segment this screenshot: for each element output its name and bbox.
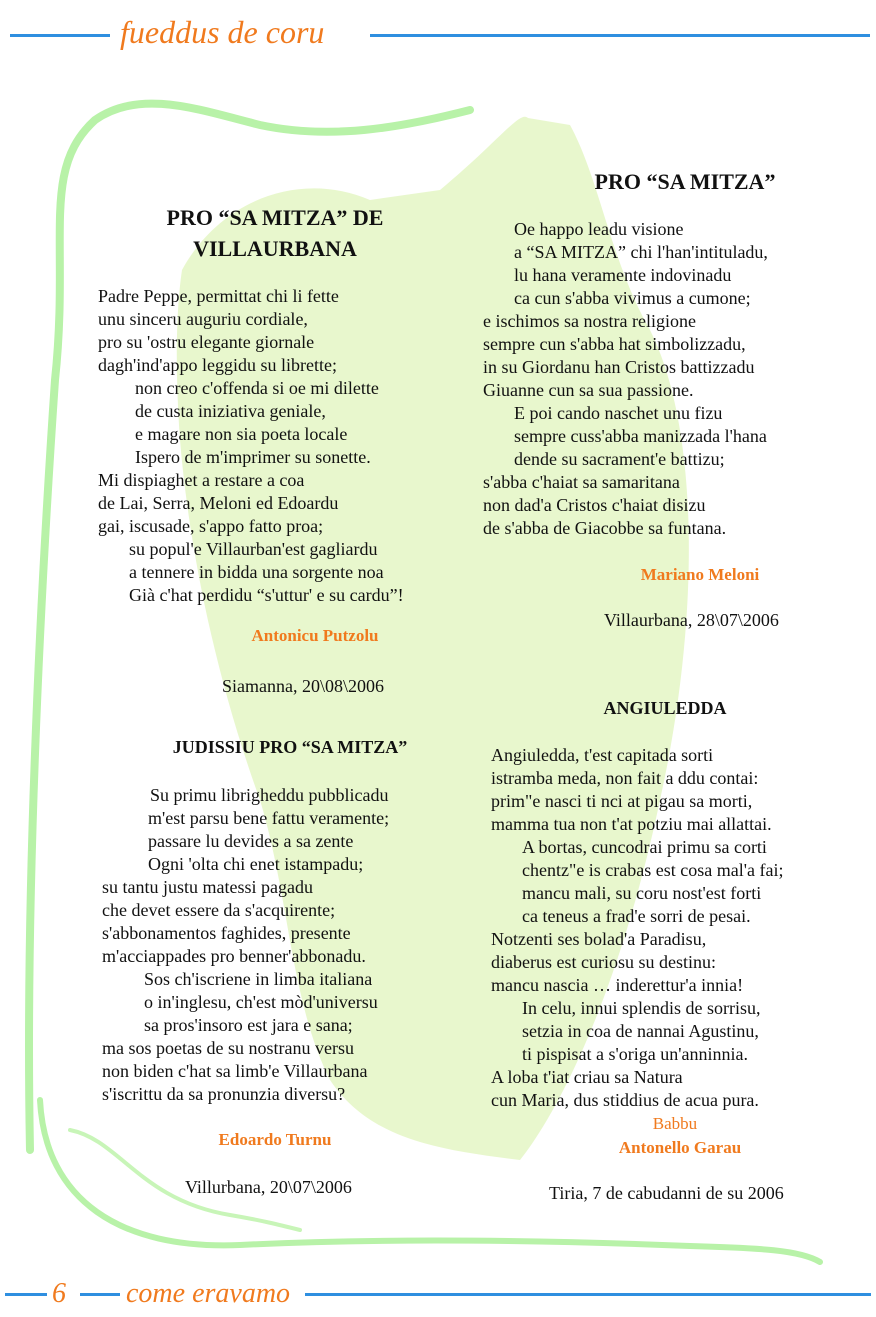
poem1-line: dagh'ind'appo leggidu su librette; (98, 355, 337, 375)
poem1-title (120, 202, 430, 264)
poem3-line: sempre cuss'abba manizzada l'hana (514, 426, 767, 446)
poem3-author: Mariano Meloni (640, 565, 760, 584)
poem4-line: Notzenti ses bolad'a Paradisu, (491, 929, 707, 949)
header-title: fueddus de coru (120, 14, 325, 50)
poem3-line: Giuanne cun sa sua passione. (483, 380, 694, 400)
poem1-body (98, 285, 404, 607)
page-number: 6 (52, 1278, 66, 1309)
poem3-line: sempre cun s'abba hat simbolizzadu, (483, 334, 746, 354)
poem1-title-line2: VILLAURBANA (193, 236, 357, 261)
poem2-author: Edoardo Turnu (218, 1130, 332, 1149)
header-rule-right (370, 34, 870, 37)
poem4-line: ti pispisat a s'origa un'anninnia. (522, 1044, 748, 1064)
poem1-place: Siamanna, 20\08\2006 (222, 676, 384, 696)
poem3-line: e ischimos sa nostra religione (483, 311, 696, 331)
poem2-line: m'est parsu bene fattu veramente; (148, 808, 390, 828)
poem1-line: gai, iscusade, s'appo fatto proa; (98, 516, 324, 536)
poem4-line: mancu mali, su coru nost'est forti (522, 883, 762, 903)
poem4-line: mancu nascia … inderettur'a innia! (491, 975, 744, 995)
poem3-line: dende su sacrament'e battizu; (514, 449, 725, 469)
poem2-body (102, 784, 389, 1106)
poem2-line: sa pros'insoro est jara e sana; (144, 1015, 353, 1035)
poem3-line: a “SA MITZA” chi l'han'intituladu, (514, 242, 768, 262)
poem4-line: A loba t'iat criau sa Natura (491, 1067, 683, 1087)
poem2-line: ma sos poetas de su nostranu versu (102, 1038, 354, 1058)
poem3-body (483, 218, 768, 540)
poem1-title-line1: PRO “SA MITZA” DE (166, 205, 384, 230)
poem2-line: passare lu devides a sa zente (148, 831, 354, 851)
poem2-line: che devet essere da s'acquirente; (102, 900, 336, 920)
footer-title: come eravamo (126, 1278, 291, 1309)
poem1-line: Ispero de m'imprimer su sonette. (135, 447, 371, 467)
footer-rule-right (305, 1293, 871, 1296)
header-rule-left (10, 34, 110, 37)
poem1-line: de Lai, Serra, Meloni ed Edoardu (98, 493, 339, 513)
poem2-line: o in'inglesu, ch'est mòd'universu (144, 992, 378, 1012)
poem4-title: ANGIULEDDA (603, 698, 727, 718)
poem3-line: E poi cando naschet unu fizu (514, 403, 723, 423)
poem2-place: Villurbana, 20\07\2006 (185, 1177, 352, 1197)
poem3-line: non dad'a Cristos c'haiat disizu (483, 495, 706, 515)
poem1-line: pro su 'ostru elegante giornale (98, 332, 315, 352)
poem4-line: mamma tua non t'at potziu mai allattai. (491, 814, 772, 834)
poem3-line: s'abba c'haiat sa samaritana (483, 472, 680, 492)
poem4-line: istramba meda, non fait a ddu contai: (491, 768, 759, 788)
poem2-line: s'abbonamentos faghides, presente (102, 923, 351, 943)
poem2-line: non biden c'hat sa limb'e Villaurbana (102, 1061, 368, 1081)
footer-rule-mid (80, 1293, 120, 1296)
poem4-line: diaberus est curiosu su destinu: (491, 952, 716, 972)
poem1-line: Mi dispiaghet a restare a coa (98, 470, 305, 490)
poem4-author-line1: Babbu (652, 1114, 698, 1133)
poem2-line: s'iscrittu da sa pronunzia diversu? (102, 1084, 346, 1104)
poem2-line: m'acciappades pro benner'abbonadu. (102, 946, 366, 966)
poem4-line: In celu, innui splendis de sorrisu, (522, 998, 761, 1018)
poem3-line: ca cun s'abba vivimus a cumone; (514, 288, 751, 308)
poem4-place: Tiria, 7 de cabudanni de su 2006 (549, 1183, 784, 1203)
poem1-line: unu sinceru auguriu cordiale, (98, 309, 308, 329)
poem3-line: de s'abba de Giacobbe sa funtana. (483, 518, 727, 538)
poem2-line: Ogni 'olta chi enet istampadu; (148, 854, 364, 874)
poem2-line: Su primu librigheddu pubblicadu (150, 785, 389, 805)
poem4-line: A bortas, cuncodrai primu sa corti (522, 837, 767, 857)
poem3-place: Villaurbana, 28\07\2006 (604, 610, 779, 630)
poem2-line: Sos ch'iscriene in limba italiana (144, 969, 373, 989)
poem1-author: Antonicu Putzolu (251, 626, 379, 645)
poem1-line: a tennere in bidda una sorgente noa (129, 562, 384, 582)
poem1-line: su popul'e Villaurban'est gagliardu (129, 539, 378, 559)
poem2-line: su tantu justu matessi pagadu (102, 877, 313, 897)
poem1-line: Già c'hat perdidu “s'uttur' e su cardu”! (129, 585, 404, 605)
poem1-line: e magare non sia poeta locale (135, 424, 348, 444)
poem4-line: chentz"e is crabas est cosa mal'a fai; (522, 860, 784, 880)
poem4-line: setzia in coa de nannai Agustinu, (522, 1021, 759, 1041)
poem4-body (491, 744, 783, 1112)
poem3-title: PRO “SA MITZA” (594, 169, 776, 194)
poem4-line: ca teneus a frad'e sorri de pesai. (522, 906, 751, 926)
poem3-line: in su Giordanu han Cristos battizzadu (483, 357, 755, 377)
poem2-title: JUDISSIU PRO “SA MITZA” (172, 737, 408, 757)
poem1-line: Padre Peppe, permittat chi li fette (98, 286, 339, 306)
poem4-author-line2: Antonello Garau (618, 1138, 742, 1157)
poem3-line: Oe happo leadu visione (514, 219, 684, 239)
poem1-line: non creo c'offenda si oe mi dilette (135, 378, 379, 398)
poem4-line: cun Maria, dus stiddius de acua pura. (491, 1090, 759, 1110)
poem4-line: prim"e nasci ti nci at pigau sa morti, (491, 791, 753, 811)
footer-rule-left (5, 1293, 47, 1296)
poem3-line: lu hana veramente indovinadu (514, 265, 732, 285)
poem4-line: Angiuledda, t'est capitada sorti (491, 745, 714, 765)
poem1-line: de custa iniziativa geniale, (135, 401, 326, 421)
